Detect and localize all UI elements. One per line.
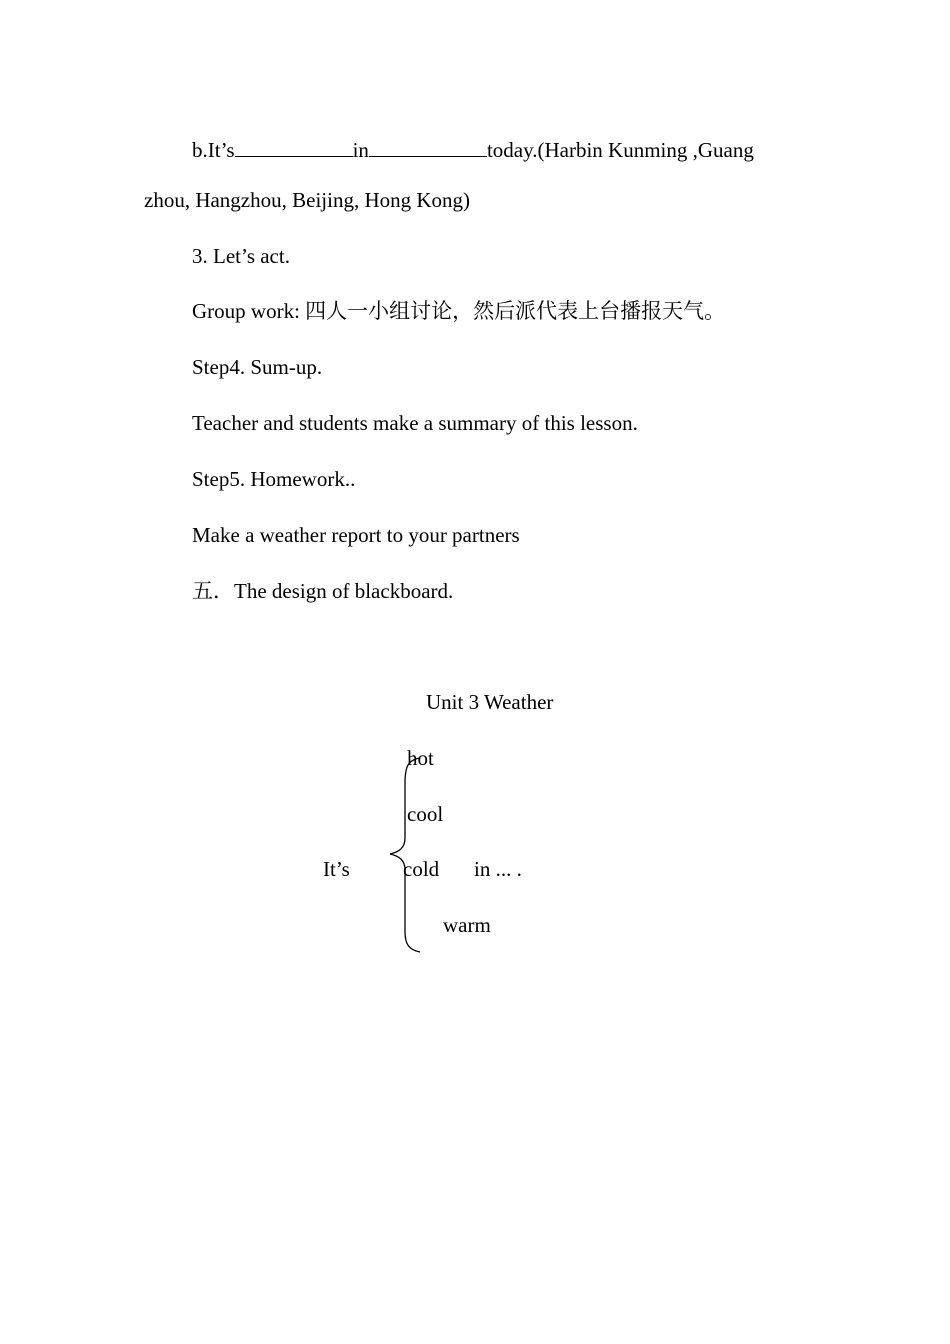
blackboard-word-cold: cold	[403, 857, 440, 881]
left-brace-icon	[385, 754, 425, 954]
step5-heading: Step5. Homework..	[192, 467, 356, 491]
exercise-prefix: b.It’s	[192, 138, 235, 162]
exercise-line-b-continued: zhou, Hangzhou, Beijing, Hong Kong)	[144, 188, 471, 212]
step4-heading: Step4. Sum-up.	[192, 355, 323, 379]
exercise-suffix: today.(Harbin Kunming ,Guang	[486, 138, 754, 162]
blackboard-word-hot: hot	[407, 746, 434, 770]
group-work-text: Group work: 四人一小组讨论，然后派代表上台播报天气。	[192, 299, 726, 323]
blackboard-word-cool: cool	[407, 802, 444, 826]
homework-text: Make a weather report to your partners	[192, 523, 520, 547]
blackboard-its: It’s	[323, 857, 350, 881]
answer-blank-2	[369, 138, 487, 157]
blackboard-tail: in ... .	[474, 857, 522, 881]
blackboard-word-warm: warm	[443, 913, 491, 937]
blackboard-design-heading: 五．The design of blackboard.	[192, 579, 454, 603]
act-heading: 3. Let’s act.	[192, 244, 290, 268]
exercise-line-b	[192, 136, 754, 164]
blackboard-title: Unit 3 Weather	[426, 690, 554, 714]
exercise-mid: in	[352, 138, 369, 162]
answer-blank-1	[235, 138, 353, 157]
summary-text: Teacher and students make a summary of this lesson.	[192, 411, 638, 435]
